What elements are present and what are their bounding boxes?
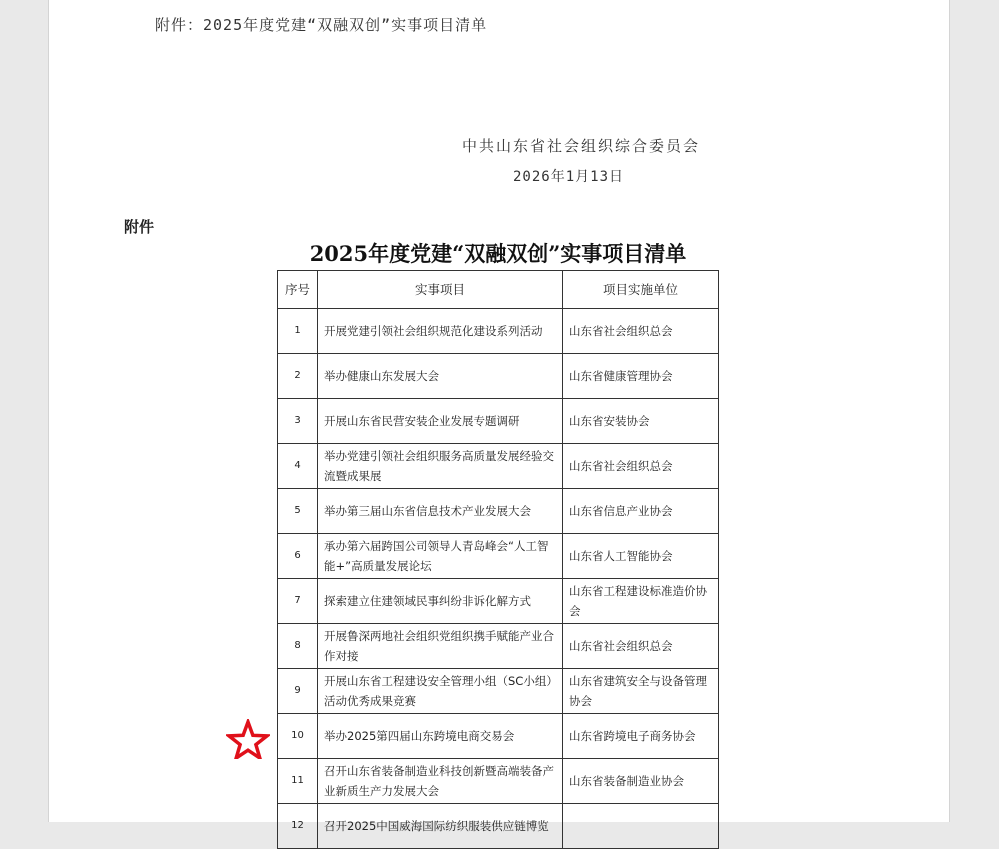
row-num: 11 [278,759,318,804]
row-num: 9 [278,669,318,714]
row-num: 1 [278,309,318,354]
row-unit: 山东省安装协会 [563,399,719,444]
row-item: 开展山东省工程建设安全管理小组（SC小组）活动优秀成果竞赛 [318,669,563,714]
header-item: 实事项目 [318,271,563,309]
row-num: 8 [278,624,318,669]
row-unit: 山东省社会组织总会 [563,444,719,489]
project-table [277,270,719,849]
table-row [278,804,719,849]
row-item: 举办党建引领社会组织服务高质量发展经验交流暨成果展 [318,444,563,489]
row-num: 2 [278,354,318,399]
table-row [278,624,719,669]
row-item: 召开山东省装备制造业科技创新暨高端装备产业新质生产力发展大会 [318,759,563,804]
table-row [278,669,719,714]
row-num: 10 [278,714,318,759]
document-title: 2025年度党建“双融双创”实事项目清单 [309,241,687,266]
row-unit: 山东省人工智能协会 [563,534,719,579]
row-item: 举办第三届山东省信息技术产业发展大会 [318,489,563,534]
row-item: 开展鲁深两地社会组织党组织携手赋能产业合作对接 [318,624,563,669]
star-marker-icon [226,719,270,759]
table-row [278,354,719,399]
row-item: 探索建立住建领域民事纠纷非诉化解方式 [318,579,563,624]
row-unit: 山东省跨境电子商务协会 [563,714,719,759]
attachment-line: 附件：2025年度党建“双融双创”实事项目清单 [155,16,488,34]
row-item: 承办第六届跨国公司领导人青岛峰会“人工智能+”高质量发展论坛 [318,534,563,579]
row-unit: 山东省健康管理协会 [563,354,719,399]
issuer-name: 中共山东省社会组织综合委员会 [462,137,701,155]
row-num: 6 [278,534,318,579]
row-num: 5 [278,489,318,534]
row-unit: 山东省工程建设标准造价协会 [563,579,719,624]
row-unit: 山东省装备制造业协会 [563,759,719,804]
row-num: 12 [278,804,318,849]
row-item: 开展党建引领社会组织规范化建设系列活动 [318,309,563,354]
table-row [278,489,719,534]
table-row [278,309,719,354]
row-unit [563,804,719,849]
row-item: 开展山东省民营安装企业发展专题调研 [318,399,563,444]
header-unit: 项目实施单位 [563,271,719,309]
table-row [278,759,719,804]
row-num: 7 [278,579,318,624]
table-row [278,444,719,489]
row-unit: 山东省社会组织总会 [563,309,719,354]
table-row [278,534,719,579]
row-num: 3 [278,399,318,444]
row-item: 举办2025第四届山东跨境电商交易会 [318,714,563,759]
row-unit: 山东省信息产业协会 [563,489,719,534]
row-item: 召开2025中国威海国际纺织服装供应链博览 [318,804,563,849]
table-header-row [278,271,719,309]
row-unit: 山东省社会组织总会 [563,624,719,669]
issue-date: 2026年1月13日 [513,169,625,185]
table-row [278,579,719,624]
table-row [278,399,719,444]
row-num: 4 [278,444,318,489]
table-row [278,714,719,759]
header-num: 序号 [278,271,318,309]
row-item: 举办健康山东发展大会 [318,354,563,399]
attachment-label: 附件 [124,218,155,236]
row-unit: 山东省建筑安全与设备管理协会 [563,669,719,714]
